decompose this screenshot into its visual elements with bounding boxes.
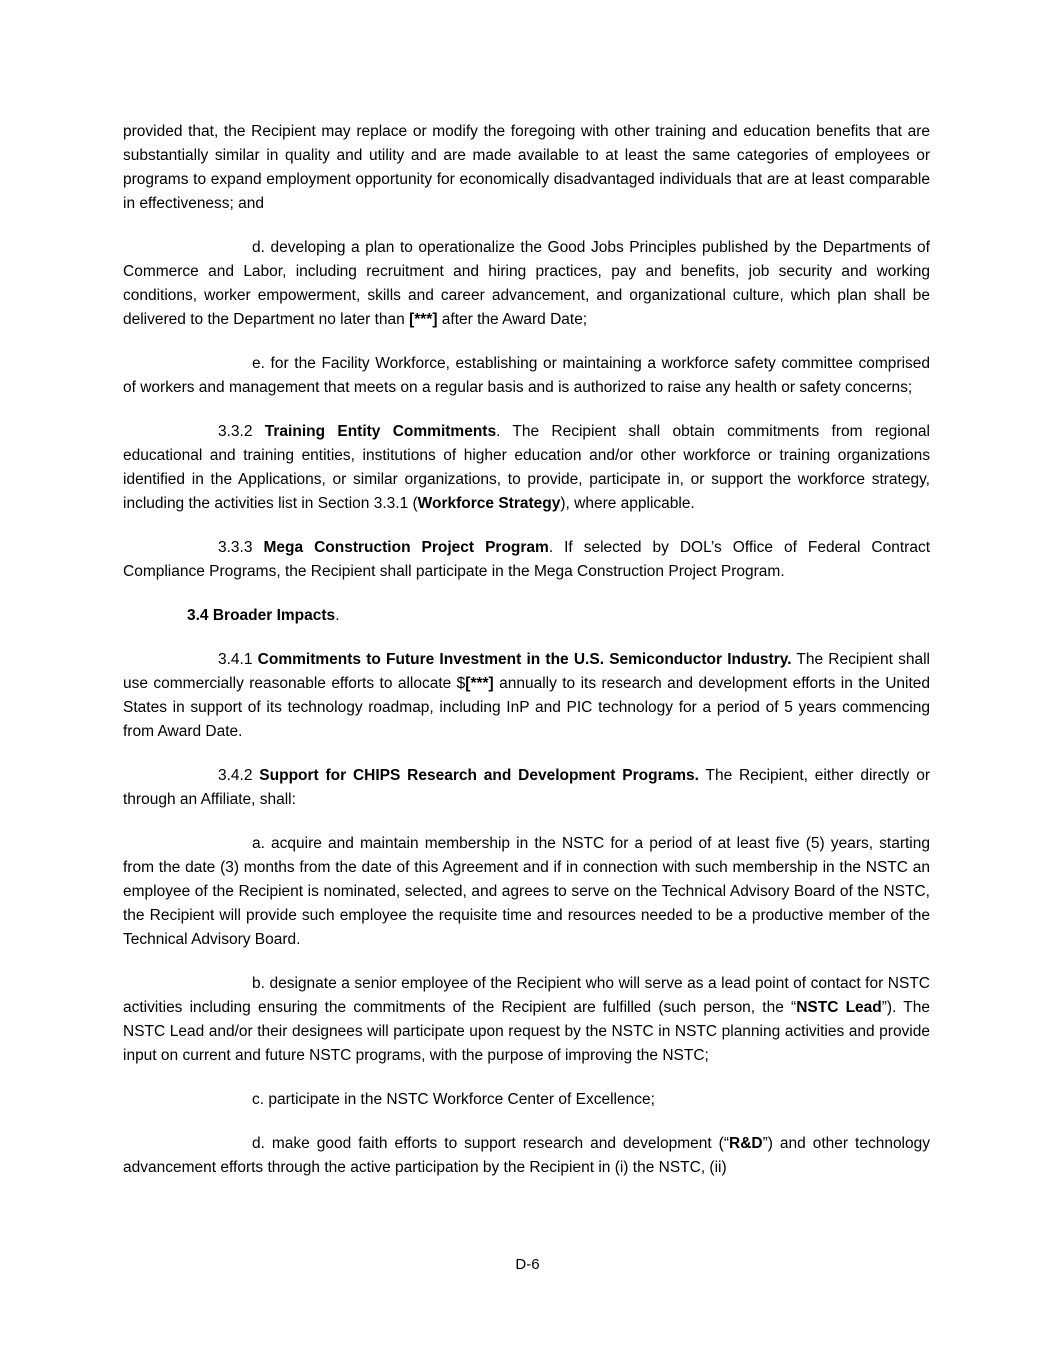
text-run: . If selected by DOL’s Office of Federal Contract Compliance Programs, the Recipient shall participate in the Mega Construction Project Program. bbox=[123, 539, 931, 580]
section-number: 3.4.1 bbox=[218, 651, 258, 668]
text-run: The Recipient, either directly or through an Affiliate, shall: bbox=[123, 767, 931, 808]
text-run: after the Award Date; bbox=[437, 311, 588, 328]
section-number: 3.3.3 bbox=[218, 539, 264, 556]
section-number: 3.3.2 bbox=[218, 423, 265, 440]
section-heading: Support for CHIPS Research and Development Programs. bbox=[259, 767, 699, 784]
text-run: a. acquire and maintain membership in the NSTC for a period of at least five (5) years, starting from the date (3) months from the date of this Agreement and if in connection with such membership in the NSTC an employee of the Recipient is nominated, selected, and agrees to serve on the Technical Advisory Board of the NSTC, the Recipient will provide such employee the requisite time and resources needed to be a productive member of the Technical Advisory Board. bbox=[123, 835, 930, 948]
text-run: e. for the Facility Workforce, establishing or maintaining a workforce safety committee comprised of workers and management that meets on a regular basis and is authorized to raise any health or safety concerns; bbox=[123, 355, 930, 396]
paragraph-section-3-4 bbox=[123, 604, 930, 628]
text-run: ”). The NSTC Lead and/or their designees will participate upon request by the NSTC in NSTC planning activities and provide input on current and future NSTC programs, with the purpose of improving the NSTC; bbox=[123, 999, 930, 1064]
text-run: ), where applicable. bbox=[560, 495, 695, 512]
defined-term: NSTC Lead bbox=[796, 999, 882, 1016]
paragraph bbox=[123, 1132, 930, 1180]
text-run: ”) and other technology advancement efforts through the active participation by the Recipient in (i) the NSTC, (ii) bbox=[123, 1135, 930, 1176]
text-run: provided that, the Recipient may replace or modify the foregoing with other training and education benefits that are substantially similar in quality and utility and are made available to at least the same categories of employees or programs to expand employment opportunity for economically disadvantaged individuals that are at least comparable in effectiveness; and bbox=[123, 123, 930, 212]
section-heading: Mega Construction Project Program bbox=[263, 539, 549, 556]
redaction-placeholder: [***] bbox=[409, 311, 438, 328]
defined-term: Workforce Strategy bbox=[417, 495, 561, 512]
section-heading: Training Entity Commitments bbox=[264, 423, 497, 440]
text-run: annually to its research and development efforts in the United States in support of its technology roadmap, including InP and PIC technology for a period of 5 years commencing from Award Date. bbox=[123, 675, 930, 740]
paragraph bbox=[123, 120, 930, 216]
paragraph-section-3-4-2 bbox=[123, 764, 930, 812]
text-run: c. participate in the NSTC Workforce Center of Excellence; bbox=[252, 1091, 655, 1108]
text-run: The Recipient shall use commercially reasonable efforts to allocate $ bbox=[123, 651, 930, 692]
section-number: 3.4.2 bbox=[218, 767, 260, 784]
paragraph-section-3-3-2 bbox=[123, 420, 930, 516]
text-run: d. make good faith efforts to support research and development (“ bbox=[252, 1135, 729, 1152]
paragraph bbox=[123, 832, 930, 952]
redaction-placeholder: [***] bbox=[465, 675, 494, 692]
page-number: D-6 bbox=[515, 1256, 540, 1273]
paragraph bbox=[123, 972, 930, 1068]
text-run: . bbox=[335, 607, 340, 624]
paragraph bbox=[123, 1088, 930, 1112]
paragraph bbox=[123, 352, 930, 400]
paragraph-section-3-3-3 bbox=[123, 536, 930, 584]
document-body bbox=[123, 120, 930, 1180]
text-run: . The Recipient shall obtain commitments from regional educational and training entities, institutions of higher education and/or other workforce or training organizations identified in the Applications, or similar organizations, to provide, participate in, or support the workforce strategy, including the activities list in Section 3.3.1 ( bbox=[123, 423, 930, 512]
paragraph-section-3-4-1 bbox=[123, 648, 930, 744]
text-run: b. designate a senior employee of the Recipient who will serve as a lead point of contact for NSTC activities including ensuring the commitments of the Recipient are fulfilled (such person, the “ bbox=[123, 975, 930, 1016]
paragraph bbox=[123, 236, 930, 332]
defined-term: R&D bbox=[729, 1135, 763, 1152]
section-heading: Commitments to Future Investment in the U.S. Semiconductor Industry. bbox=[257, 651, 792, 668]
text-run: d. developing a plan to operationalize the Good Jobs Principles published by the Departments of Commerce and Labor, including recruitment and hiring practices, pay and benefits, job security and working conditions, worker empowerment, skills and career advancement, and organizational culture, which plan shall be delivered to the Department no later than bbox=[123, 239, 930, 328]
section-heading: 3.4 Broader Impacts bbox=[187, 607, 336, 624]
